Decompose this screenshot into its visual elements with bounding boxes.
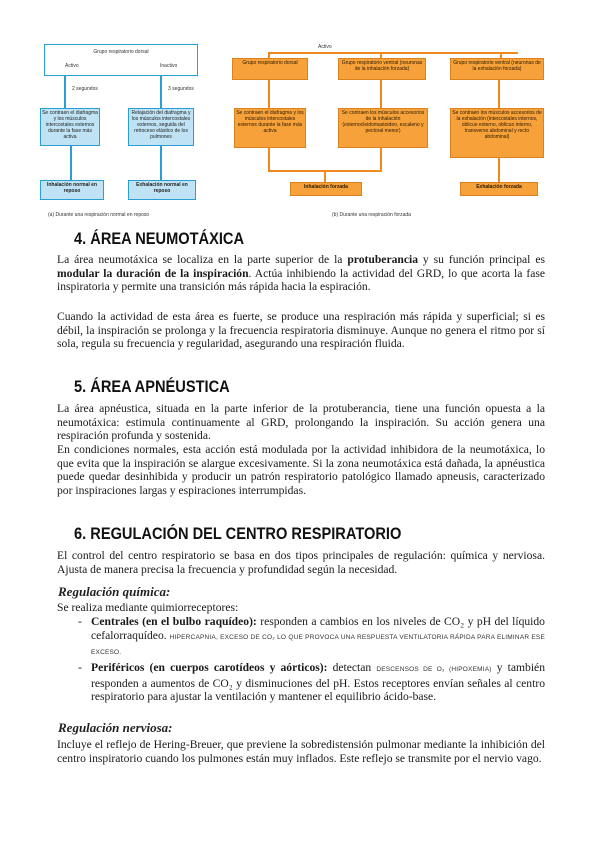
section-5-title: 5. ÁREA APNÉUSTICA [74, 377, 230, 396]
s4-p1-bold-modular: modular la duración de la inspiración [57, 266, 249, 280]
s4-p1-text-e: . Actúa inhibiendo la actividad del GRD, lo que acorta la fase inspiratoria y permite una transición más rápida hacia la espiración. [57, 266, 545, 293]
peripheral-text-1: detectan [327, 661, 377, 674]
s4-paragraph-2: Cuando la actividad de esta área es fuerte, se produce una respiración más rápida y superficial; si es débil, la inspiración se prolonga y la frecuencia respiratoria disminuye. Aunque no genera el ritmo por sí sola, regula su frecuencia y regularidad, asegurando una respiración fluida. [57, 310, 545, 350]
arrow-relax [160, 146, 162, 180]
arrow-active [64, 76, 66, 108]
forced-exhale-box: Exhalación forzada [460, 182, 538, 196]
bullet-central [91, 615, 545, 660]
s4-paragraph-1 [57, 253, 545, 294]
forced-exp-down [498, 158, 500, 182]
s4-p1-bold-protuberancia: protuberancia [347, 253, 418, 266]
active-label: Activo [65, 63, 79, 69]
nerve-paragraph: Incluye el reflejo de Hering-Breuer, que previene la sobredistensión pulmonar mediante la inhibición del centro inspiratorio cuando los pulmones están muy inflados. Este reflejo se transmite por el nervio vago. [57, 738, 545, 765]
forced-arrow-1 [268, 80, 270, 108]
time-inactive: 3 segundos [168, 86, 194, 92]
forced-top-line [268, 52, 518, 54]
forced-drg-box: Grupo respiratorio dorsal [232, 58, 308, 80]
inhale-normal-box: Inhalación normal en reposo [40, 180, 104, 200]
arrow-contract [70, 146, 72, 180]
forced-join-left [268, 148, 270, 170]
forced-join-down [324, 170, 326, 182]
drg-header-box [44, 44, 198, 76]
s4-p1-text-a: La área neumotáxica se localiza en la parte superior de la [57, 253, 348, 266]
caption-normal: (a) Durante una respiración normal en reposo [48, 212, 150, 218]
forced-vrg-insp-box: Grupo respiratorio ventral (neuronas de la inhalación forzada) [338, 58, 426, 80]
forced-expiratory-box: Se contraen los músculos accesorios de la exhalación (intercostales internos, oblicuo externo, oblicuo interno, transverso abdominal y recto abdominal) [450, 108, 544, 158]
nerve-regulation-heading: Regulación nerviosa: [58, 720, 173, 735]
central-receptors-label: Centrales (en el bulbo raquídeo): [91, 615, 257, 628]
forced-diaphragm-box: Se contraen el diafragma y los músculos intercostales externos durante la fase más activa [234, 108, 306, 148]
contract-box: Se contraen el diafragma y los músculos intercostales externos durante la fase más activa [40, 108, 100, 146]
peripheral-receptors-label: Periféricos (en cuerpos carotídeos y aórticos): [91, 661, 328, 674]
bullet-peripheral-dash: - [78, 661, 82, 674]
relax-box: Relajación del diafragma y los músculos intercostales externos, seguida del retroceso elástico de los pulmones [128, 108, 194, 146]
s5-paragraph-2: En condiciones normales, esta acción está modulada por la actividad inhibidora de la neumotáxica, lo que evita que la inspiración se alargue excesivamente. Si la zona neumotáxica está dañada, la apnéustica puede quedar desinhibida y producir un patrón respiratorio patológico llamado apneusis, caracterizado por inspiraciones largas y espiraciones interrumpidas. [57, 443, 545, 497]
forced-accessory-box: Se contraen los músculos accesorios de la inhalación (esternocleidomastoideo, escaleno y pectoral menor) [338, 108, 428, 148]
s4-p1-text-c: y su función principal es [418, 253, 545, 266]
s5-paragraph-1: La área apnéustica, situada en la parte inferior de la protuberancia, tiene una función opuesta a la neumotáxica: estimula continuamente al GRD, prolongando la inspiración. Su acción genera una respiración profunda y sostenida. [57, 402, 545, 442]
section-4-title: 4. ÁREA NEUMOTÁXICA [74, 229, 245, 248]
chem-regulation-heading: Regulación química: [58, 584, 171, 599]
bullet-central-dash: - [78, 615, 82, 628]
time-active: 2 segundos [72, 86, 98, 92]
bullet-peripheral [91, 661, 545, 704]
section-6-title: 6. REGULACIÓN DEL CENTRO RESPIRATORIO [74, 524, 402, 543]
forced-vrg-exp-box: Grupo respiratorio ventral (neuronas de la exhalación forzada) [450, 58, 544, 80]
central-handwritten-note: HIPERCAPNIA, EXCESO DE CO₂ LO QUE PROVOCA UNA RESPUESTA VENTILATORIA RÁPIDA PARA ELIMINAR ESE EXCESO. [91, 633, 546, 656]
caption-forced: (b) Durante una respiración forzada [332, 212, 411, 218]
forced-arrow-2 [380, 80, 382, 108]
chem-intro: Se realiza mediante quimiorreceptores: [57, 601, 239, 614]
arrow-inactive [160, 76, 162, 108]
peripheral-text-2: y también responden a aumentos de CO₂ y disminuciones del pH. Estos receptores envían señales al centro respiratorio para ajustar la ventilación y mantener el equilibrio ácido-base. [91, 661, 545, 703]
s6-paragraph-1: El control del centro respiratorio se basa en dos tipos principales de regulación: química y nerviosa. Ajusta de manera precisa la frecuencia y profundidad según la necesidad. [57, 549, 545, 576]
exhale-normal-box: Exhalación normal en reposo [128, 180, 196, 200]
peripheral-handwritten-note: DESCENSOS DE O₂ (HIPOXEMIA) [376, 666, 492, 673]
forced-active-label: Activo [318, 44, 332, 50]
inactive-label: Inactivo [160, 63, 178, 69]
forced-inhale-box: Inhalación forzada [290, 182, 362, 196]
forced-arrow-3 [498, 80, 500, 108]
drg-header-label: Grupo respiratorio dorsal [93, 49, 149, 55]
forced-join-mid [380, 148, 382, 170]
central-receptors-text: responden a cambios en los niveles de CO₂ y pH del líquido cefalorraquídeo. [91, 615, 545, 642]
